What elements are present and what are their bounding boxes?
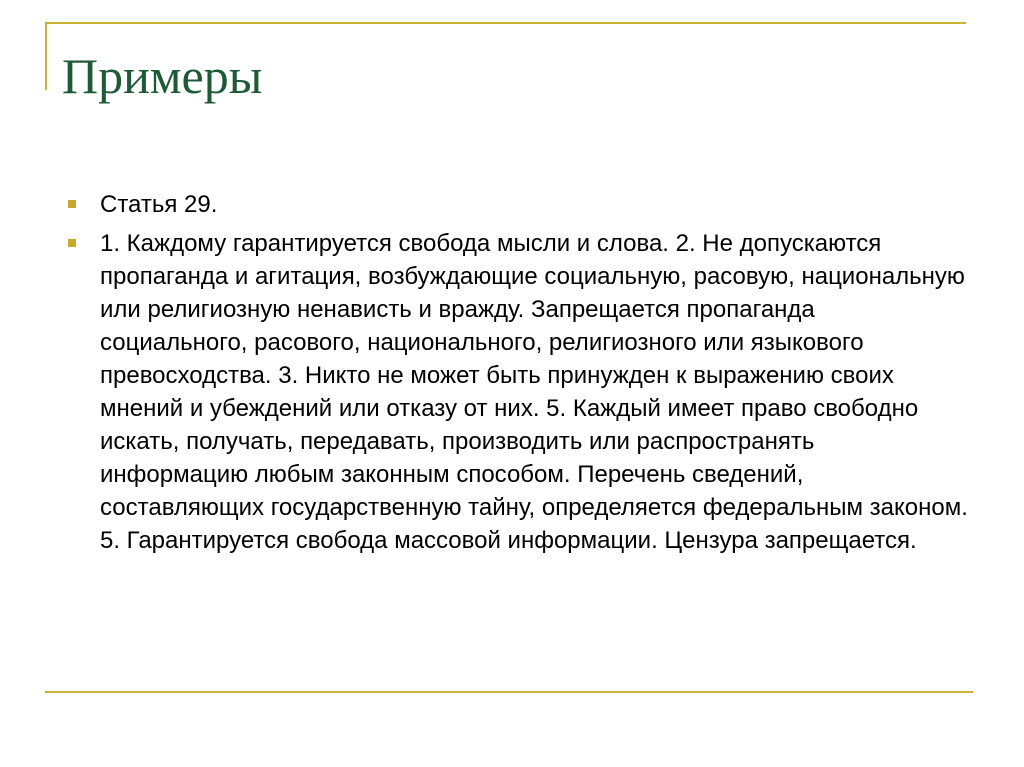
bullet-text: Статья 29. — [100, 191, 218, 218]
left-accent-line — [45, 22, 47, 90]
bullet-list — [68, 188, 968, 563]
square-bullet-icon — [68, 200, 76, 208]
bottom-divider-line — [45, 691, 973, 693]
square-bullet-icon — [68, 239, 76, 247]
bullet-item-article-body — [68, 227, 968, 557]
bullet-text: 1. Каждому гарантируется свобода мысли и слова. 2. Не допускаются пропаганда и агитация, возбуждающие социальную, расовую, национальную или религиозную ненависть и вражду. Запрещается пропаганда социального, расового, национального, религиозного или языкового превосходства. 3. Никто не может быть принужден к выражению своих мнений и убеждений или отказу от них. 5. Каждый имеет право свободно искать, получать, передавать, производить или распространять информацию любым законным способом. Перечень сведений, составляющих государственную тайну, определяется федеральным законом. 5. Гарантируется свобода массовой информации. Цензура запрещается. — [100, 230, 968, 554]
slide-title: Примеры — [62, 48, 263, 104]
bullet-item-article — [68, 188, 968, 221]
top-divider-line — [45, 22, 966, 24]
